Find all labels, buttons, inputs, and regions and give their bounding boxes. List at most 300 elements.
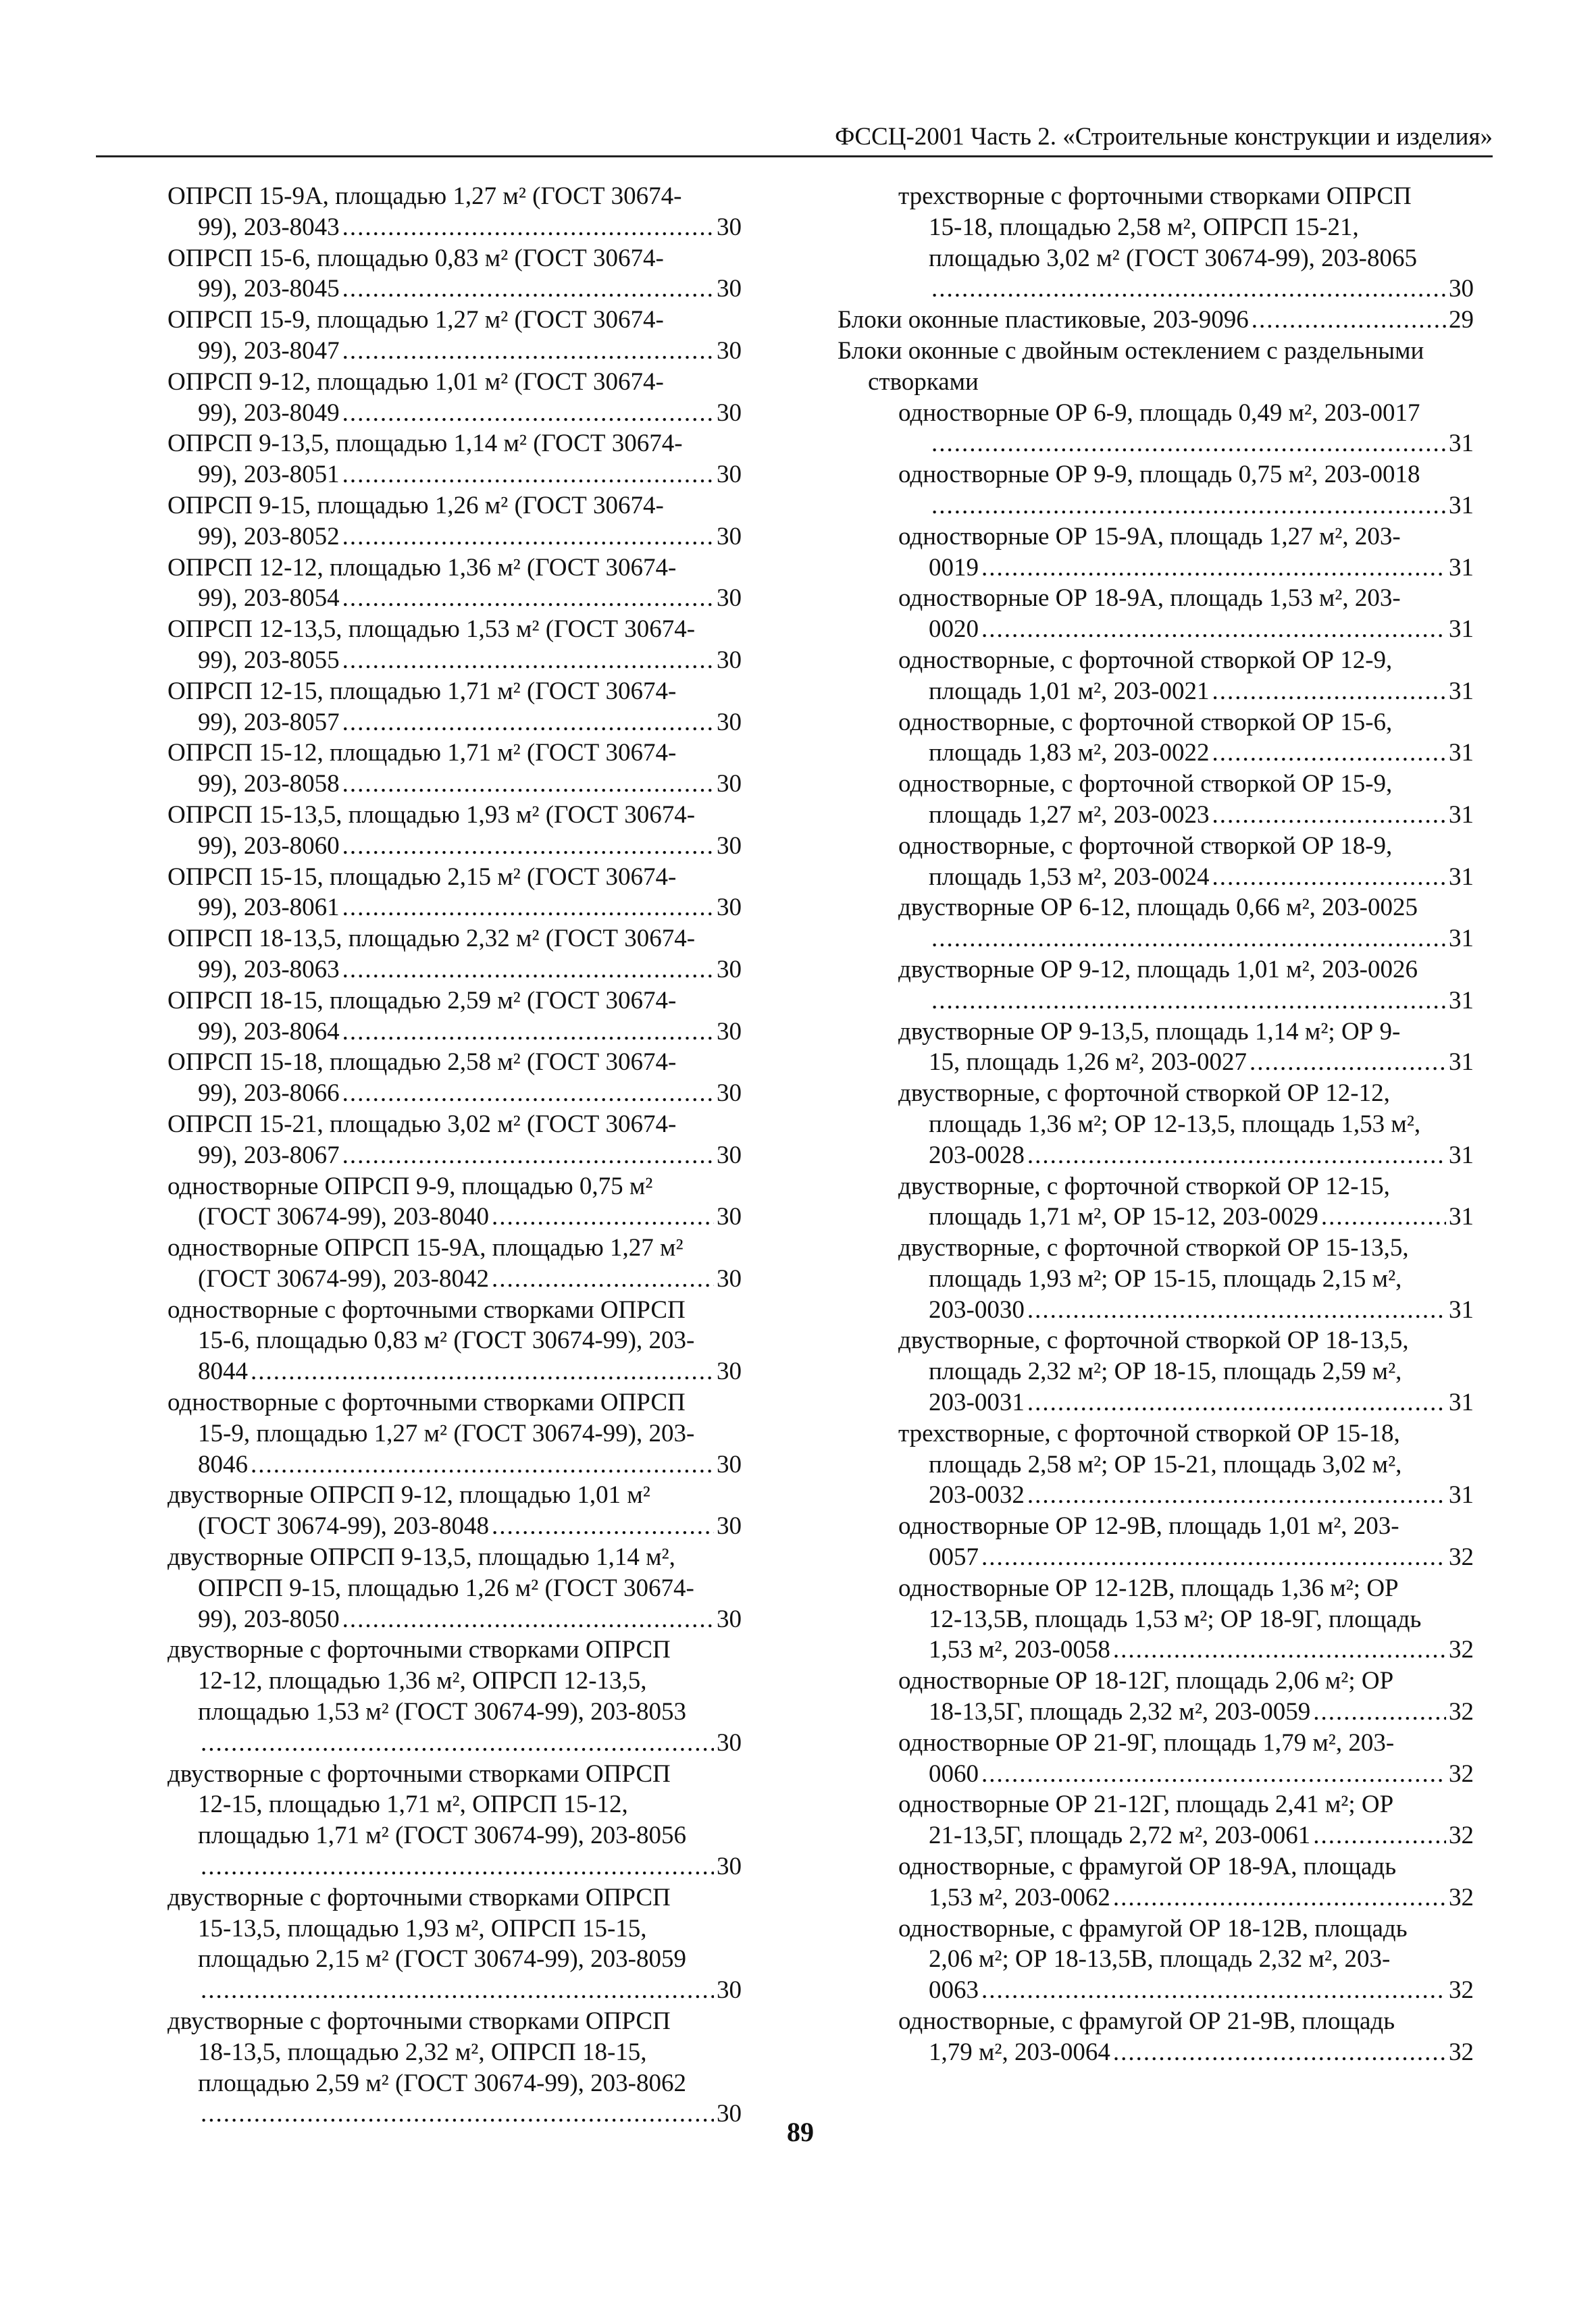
- entry-page-ref: 30: [717, 894, 742, 922]
- index-entry: [168, 1171, 742, 1233]
- index-entry: [838, 583, 1474, 645]
- entry-text: 18-13,5Г, площадь 2,32 м², 203-0059: [929, 1698, 1311, 1726]
- entry-line: одностворные, с фрамугой ОР 21-9В, площадь: [898, 2007, 1395, 2036]
- entry-line: [168, 2099, 742, 2130]
- index-entry: [838, 521, 1474, 584]
- entry-page-ref: 30: [717, 1976, 742, 2005]
- entry-page-ref: 31: [1449, 615, 1474, 644]
- entry-line: ОПРСП 9-15, площадью 1,26 м² (ГОСТ 30674-: [198, 1574, 694, 1602]
- dot-leader: [201, 1975, 714, 2006]
- entry-line: [168, 769, 742, 800]
- dot-leader: [1212, 676, 1446, 707]
- entry-line: [168, 892, 742, 923]
- dot-leader: [1252, 305, 1446, 336]
- entry-line: [838, 305, 1474, 336]
- entry-page-ref: 31: [1449, 1203, 1474, 1231]
- entry-page-ref: 31: [1449, 1295, 1474, 1324]
- entry-text: 99), 203-8061: [198, 894, 340, 922]
- entry-text: площадь 1,01 м², 203-0021: [929, 677, 1210, 705]
- index-entry: [838, 892, 1474, 954]
- dot-leader: [1027, 1140, 1446, 1171]
- index-entry: [168, 367, 742, 429]
- entry-page-ref: 32: [1449, 1759, 1474, 1788]
- entry-line: [838, 1480, 1474, 1511]
- dot-leader: [342, 1604, 714, 1635]
- index-entry: [168, 1882, 742, 2006]
- entry-line: площадь 2,32 м²; ОР 18-15, площадь 2,59 м²,: [929, 1358, 1402, 1386]
- index-entry: [838, 181, 1474, 305]
- entry-line: ОПРСП 15-9А, площадью 1,27 м² (ГОСТ 30674-: [168, 182, 682, 210]
- entry-text: площадь 1,27 м², 203-0023: [929, 800, 1210, 829]
- index-entry: [838, 831, 1474, 893]
- dot-leader: [1113, 2037, 1446, 2068]
- entry-line: [838, 1542, 1474, 1573]
- entry-page-ref: 31: [1449, 800, 1474, 829]
- entry-line: [168, 1975, 742, 2006]
- entry-line: 15-18, площадью 2,58 м², ОПРСП 15-21,: [929, 213, 1359, 241]
- entry-line: [168, 1264, 742, 1295]
- index-entry: [168, 1233, 742, 1295]
- dot-leader: [342, 707, 714, 738]
- header-title: ФССЦ-2001 Часть 2. «Строительные конструкции и изделия»: [835, 123, 1493, 151]
- entry-line: [838, 862, 1474, 893]
- entry-line: одностворные, с форточной створкой ОР 15-6,: [898, 708, 1393, 736]
- index-entry: [838, 1078, 1474, 1171]
- index-entry: [168, 1047, 742, 1109]
- entry-line: одностворные ОПРСП 9-9, площадью 0,75 м²: [168, 1172, 653, 1200]
- dot-leader: [1027, 1295, 1446, 1326]
- entry-line: трехстворные с форточными створками ОПРСП: [898, 182, 1412, 210]
- dot-leader: [1321, 1202, 1446, 1233]
- entry-line: площадью 3,02 м² (ГОСТ 30674-99), 203-8065: [929, 244, 1417, 272]
- entry-line: [168, 1017, 742, 1048]
- dot-leader: [931, 985, 1446, 1017]
- entry-page-ref: 30: [1449, 275, 1474, 303]
- entry-page-ref: 32: [1449, 1636, 1474, 1664]
- index-entry: [168, 614, 742, 676]
- dot-leader: [1027, 1480, 1446, 1511]
- entry-line: [838, 1697, 1474, 1728]
- entry-page-ref: 30: [717, 770, 742, 798]
- dot-leader: [981, 552, 1446, 584]
- entry-text: площадь 1,71 м², ОР 15-12, 203-0029: [929, 1203, 1318, 1231]
- entry-page-ref: 32: [1449, 2038, 1474, 2066]
- entry-line: 15-13,5, площадью 1,93 м², ОПРСП 15-15,: [198, 1914, 647, 1943]
- entry-line: двустворные с форточными створками ОПРСП: [168, 1636, 671, 1664]
- index-entry: [838, 459, 1474, 521]
- entry-page-ref: 30: [717, 831, 742, 860]
- entry-line: [168, 336, 742, 367]
- entry-line: ОПРСП 15-18, площадью 2,58 м² (ГОСТ 30674-: [168, 1048, 677, 1077]
- dot-leader: [1250, 1047, 1446, 1078]
- entry-line: площадью 2,15 м² (ГОСТ 30674-99), 203-8059: [198, 1945, 686, 1974]
- entry-line: одностворные ОР 21-9Г, площадь 1,79 м², 203-: [898, 1728, 1395, 1757]
- dot-leader: [251, 1356, 714, 1387]
- entry-text: 99), 203-8043: [198, 213, 340, 241]
- entry-text: 99), 203-8051: [198, 461, 340, 489]
- entry-page-ref: 30: [717, 646, 742, 674]
- entry-text: 1,53 м², 203-0062: [929, 1883, 1110, 1911]
- entry-page-ref: 30: [717, 1605, 742, 1633]
- entry-line: ОПРСП 15-15, площадью 2,15 м² (ГОСТ 30674-: [168, 863, 677, 891]
- entry-line: одностворные ОР 6-9, площадь 0,49 м², 203-0017: [898, 398, 1420, 427]
- dot-leader: [342, 336, 714, 367]
- entry-page-ref: 31: [1449, 677, 1474, 705]
- dot-leader: [342, 583, 714, 614]
- dot-leader: [342, 274, 714, 305]
- entry-page-ref: 32: [1449, 1698, 1474, 1726]
- entry-text: 99), 203-8066: [198, 1079, 340, 1108]
- entry-text: 21-13,5Г, площадь 2,72 м², 203-0061: [929, 1822, 1311, 1850]
- entry-line: [168, 1202, 742, 1233]
- entry-line: площадью 1,53 м² (ГОСТ 30674-99), 203-8053: [198, 1698, 686, 1726]
- index-entry: [838, 1233, 1474, 1325]
- entry-line: [838, 1140, 1474, 1171]
- running-header: [96, 122, 1493, 157]
- entry-line: одностворные ОР 12-12В, площадь 1,36 м²; ОР: [898, 1574, 1399, 1602]
- index-entry: [838, 305, 1474, 336]
- entry-line: [168, 212, 742, 243]
- index-entry: [168, 1387, 742, 1480]
- index-entry: [838, 1851, 1474, 1913]
- entry-line: двустворные ОР 9-13,5, площадь 1,14 м²; ОР 9-: [898, 1017, 1401, 1046]
- entry-text: 203-0028: [929, 1141, 1025, 1169]
- entry-text: 15, площадь 1,26 м², 203-0027: [929, 1048, 1247, 1077]
- entry-page-ref: 32: [1449, 1543, 1474, 1572]
- dot-leader: [342, 954, 714, 985]
- index-entry: [168, 1480, 742, 1542]
- entry-page-ref: 32: [1449, 1976, 1474, 2005]
- index-entry: [838, 1913, 1474, 2006]
- entry-line: двустворные, с форточной створкой ОР 12-12,: [898, 1079, 1390, 1108]
- entry-line: двустворные с форточными створками ОПРСП: [168, 1883, 671, 1911]
- entry-line: [838, 923, 1474, 954]
- entry-page-ref: 30: [717, 1203, 742, 1231]
- entry-page-ref: 30: [717, 1141, 742, 1169]
- entry-text: 99), 203-8057: [198, 708, 340, 736]
- entry-line: площадь 1,93 м²; ОР 15-15, площадь 2,15 м²,: [929, 1264, 1402, 1293]
- entry-text: (ГОСТ 30674-99), 203-8042: [198, 1264, 489, 1293]
- entry-page-ref: 30: [717, 336, 742, 365]
- entry-line: [838, 1387, 1474, 1418]
- dot-leader: [342, 831, 714, 862]
- entry-line: [168, 398, 742, 429]
- entry-line: площадь 2,58 м²; ОР 15-21, площадь 3,02 м²,: [929, 1450, 1402, 1479]
- entry-line: [838, 2037, 1474, 2068]
- entry-line: [168, 274, 742, 305]
- dot-leader: [342, 521, 714, 552]
- entry-text: 203-0032: [929, 1481, 1025, 1510]
- entry-line: [168, 459, 742, 490]
- index-entry: [168, 243, 742, 305]
- entry-line: [838, 1882, 1474, 1913]
- entry-line: ОПРСП 9-13,5, площадью 1,14 м² (ГОСТ 30674-: [168, 430, 683, 458]
- page-number: 89: [787, 2117, 814, 2147]
- entry-line: [838, 1759, 1474, 1790]
- index-entry: [168, 2006, 742, 2130]
- entry-page-ref: 30: [717, 1264, 742, 1293]
- dot-leader: [981, 614, 1446, 645]
- entry-page-ref: 30: [717, 955, 742, 983]
- entry-page-ref: 29: [1449, 306, 1474, 334]
- entry-page-ref: 32: [1449, 1822, 1474, 1850]
- entry-text: 99), 203-8055: [198, 646, 340, 674]
- entry-line: [168, 583, 742, 614]
- entry-line: одностворные с форточными створками ОПРСП: [168, 1389, 686, 1417]
- entry-page-ref: 30: [717, 1853, 742, 1881]
- dot-leader: [201, 1728, 714, 1759]
- index-entry: [838, 1666, 1474, 1728]
- entry-line: 12-12, площадью 1,36 м², ОПРСП 12-13,5,: [198, 1667, 647, 1695]
- entry-text: 99), 203-8045: [198, 275, 340, 303]
- entry-text: 99), 203-8049: [198, 398, 340, 427]
- entry-line: [168, 1356, 742, 1387]
- index-entry: [168, 428, 742, 490]
- index-entry: [168, 800, 742, 862]
- dot-leader: [981, 1542, 1446, 1573]
- entry-line: 15-9, площадью 1,27 м² (ГОСТ 30674-99), 203-: [198, 1419, 695, 1447]
- entry-text: 0060: [929, 1759, 979, 1788]
- entry-page-ref: 30: [717, 1512, 742, 1541]
- entry-line: [168, 645, 742, 676]
- entry-text: (ГОСТ 30674-99), 203-8048: [198, 1512, 489, 1541]
- entry-page-ref: 31: [1449, 1481, 1474, 1510]
- index-entry: [168, 305, 742, 367]
- entry-line: 12-15, площадью 1,71 м², ОПРСП 15-12,: [198, 1791, 628, 1819]
- entry-line: ОПРСП 18-13,5, площадью 2,32 м² (ГОСТ 30674-: [168, 925, 696, 953]
- dot-leader: [931, 490, 1446, 521]
- index-entry: [838, 2006, 1474, 2068]
- dot-leader: [342, 212, 714, 243]
- dot-leader: [981, 1975, 1446, 2006]
- entry-page-ref: 31: [1449, 1389, 1474, 1417]
- entry-line: одностворные ОР 12-9В, площадь 1,01 м², 203-: [898, 1512, 1399, 1541]
- entry-line: двустворные, с форточной створкой ОР 12-15,: [898, 1172, 1390, 1200]
- dot-leader: [1027, 1387, 1446, 1418]
- index-entry: [168, 1635, 742, 1758]
- entry-line: [838, 428, 1474, 459]
- entry-text: 99), 203-8060: [198, 831, 340, 860]
- index-entry: [838, 1325, 1474, 1418]
- dot-leader: [931, 274, 1446, 305]
- index-entry: [168, 1109, 742, 1171]
- dot-leader: [1113, 1882, 1446, 1913]
- entry-page-ref: 31: [1449, 430, 1474, 458]
- dot-leader: [1113, 1635, 1446, 1666]
- entry-line: [838, 1202, 1474, 1233]
- entry-line: [838, 738, 1474, 769]
- entry-page-ref: 30: [717, 584, 742, 613]
- index-entry: [168, 181, 742, 243]
- dot-leader: [201, 2099, 714, 2130]
- entry-page-ref: 30: [717, 1017, 742, 1046]
- entry-line: одностворные, с форточной створкой ОР 12-9,: [898, 646, 1393, 674]
- entry-page-ref: 30: [717, 1079, 742, 1108]
- index-entry: [168, 738, 742, 800]
- entry-text: 99), 203-8050: [198, 1605, 340, 1633]
- dot-leader: [492, 1511, 714, 1542]
- entry-line: одностворные, с форточной створкой ОР 18-9,: [898, 831, 1393, 860]
- entry-text: площадь 1,53 м², 203-0024: [929, 863, 1210, 891]
- entry-text: 99), 203-8047: [198, 336, 340, 365]
- entry-page-ref: 31: [1449, 553, 1474, 582]
- entry-line: [168, 1604, 742, 1635]
- entry-line: двустворные с форточными створками ОПРСП: [168, 1759, 671, 1788]
- entry-line: [838, 274, 1474, 305]
- dot-leader: [1212, 862, 1446, 893]
- entry-page-ref: 30: [717, 398, 742, 427]
- entry-text: 0019: [929, 553, 979, 582]
- index-column-right: [838, 181, 1474, 2068]
- entry-page-ref: 30: [717, 1450, 742, 1479]
- entry-page-ref: 31: [1449, 986, 1474, 1014]
- entry-line: одностворные ОР 15-9А, площадь 1,27 м², 203-: [898, 522, 1401, 550]
- entry-line: [168, 1851, 742, 1882]
- entry-line: [168, 1449, 742, 1481]
- index-entry: [168, 676, 742, 738]
- entry-text: 8044: [198, 1358, 248, 1386]
- entry-line: [168, 707, 742, 738]
- entry-page-ref: 31: [1449, 1141, 1474, 1169]
- dot-leader: [1212, 738, 1446, 769]
- index-entry: [168, 923, 742, 985]
- entry-line: одностворные ОПРСП 15-9А, площадью 1,27 м²: [168, 1234, 684, 1262]
- entry-page-ref: 30: [717, 213, 742, 241]
- entry-line: площадь 1,36 м²; ОР 12-13,5, площадь 1,53 м²,: [929, 1110, 1421, 1138]
- entry-line: двустворные с форточными створками ОПРСП: [168, 2007, 671, 2036]
- entry-line: [838, 614, 1474, 645]
- entry-line: [168, 1728, 742, 1759]
- entry-text: (ГОСТ 30674-99), 203-8040: [198, 1203, 489, 1231]
- entry-line: ОПРСП 15-12, площадью 1,71 м² (ГОСТ 30674-: [168, 739, 677, 767]
- entry-text: 99), 203-8058: [198, 770, 340, 798]
- entry-line: одностворные, с форточной створкой ОР 15-9,: [898, 770, 1393, 798]
- entry-line: двустворные ОПРСП 9-12, площадью 1,01 м²: [168, 1481, 650, 1510]
- dot-leader: [1212, 800, 1446, 831]
- entry-line: [168, 831, 742, 862]
- entry-line: [838, 1975, 1474, 2006]
- entry-text: 8046: [198, 1450, 248, 1479]
- entry-text: 99), 203-8052: [198, 522, 340, 550]
- entry-line: [838, 676, 1474, 707]
- entry-line: [838, 985, 1474, 1017]
- entry-line: двустворные ОР 6-12, площадь 0,66 м², 203-0025: [898, 894, 1418, 922]
- entry-line: площадью 2,59 м² (ГОСТ 30674-99), 203-8062: [198, 2069, 686, 2097]
- entry-line: двустворные ОПРСП 9-13,5, площадью 1,14 м²,: [168, 1543, 675, 1572]
- entry-text: 99), 203-8054: [198, 584, 340, 613]
- entry-page-ref: 31: [1449, 863, 1474, 891]
- entry-page-ref: 30: [717, 1358, 742, 1386]
- index-entry: [168, 1295, 742, 1387]
- entry-line: двустворные, с форточной створкой ОР 15-13,5,: [898, 1234, 1409, 1262]
- index-entry: [838, 1789, 1474, 1851]
- entry-page-ref: 30: [717, 461, 742, 489]
- entry-line: [168, 1511, 742, 1542]
- index-entry: [838, 1418, 1474, 1511]
- entry-page-ref: 31: [1449, 739, 1474, 767]
- dot-leader: [1313, 1820, 1446, 1851]
- entry-page-ref: 30: [717, 2100, 742, 2128]
- index-entry: [838, 954, 1474, 1017]
- index-entry: [168, 552, 742, 615]
- entry-page-ref: 31: [1449, 491, 1474, 519]
- dot-leader: [492, 1264, 714, 1295]
- dot-leader: [931, 923, 1446, 954]
- dot-leader: [201, 1851, 714, 1882]
- index-entry: [838, 1017, 1474, 1079]
- dot-leader: [492, 1202, 714, 1233]
- entry-line: ОПРСП 12-12, площадью 1,36 м² (ГОСТ 30674-: [168, 553, 677, 582]
- entry-line: ОПРСП 15-13,5, площадью 1,93 м² (ГОСТ 30674-: [168, 800, 696, 829]
- entry-line: ОПРСП 15-6, площадью 0,83 м² (ГОСТ 30674-: [168, 244, 664, 272]
- entry-page-ref: 30: [717, 1728, 742, 1757]
- index-entry: [838, 1171, 1474, 1233]
- entry-line: [838, 1295, 1474, 1326]
- entry-page-ref: 31: [1449, 925, 1474, 953]
- entry-line: трехстворные, с форточной створкой ОР 15-18,: [898, 1419, 1400, 1447]
- entry-text: Блоки оконные пластиковые, 203-9096: [838, 306, 1249, 334]
- entry-line: [838, 490, 1474, 521]
- entry-text: 203-0031: [929, 1389, 1025, 1417]
- dot-leader: [342, 769, 714, 800]
- entry-text: 1,53 м², 203-0058: [929, 1636, 1110, 1664]
- entry-line: ОПРСП 18-15, площадью 2,59 м² (ГОСТ 30674-: [168, 986, 677, 1014]
- entry-line: [168, 1140, 742, 1171]
- entry-page-ref: 30: [717, 522, 742, 550]
- entry-text: 203-0030: [929, 1295, 1025, 1324]
- dot-leader: [931, 428, 1446, 459]
- dot-leader: [251, 1449, 714, 1481]
- index-entry: [838, 645, 1474, 707]
- entry-line: двустворные ОР 9-12, площадь 1,01 м², 203-0026: [898, 955, 1418, 983]
- index-entry: [838, 336, 1474, 398]
- index-entry: [838, 1728, 1474, 1790]
- entry-text: 1,79 м², 203-0064: [929, 2038, 1110, 2066]
- index-entry: [838, 1511, 1474, 1573]
- entry-line: одностворные, с фрамугой ОР 18-12В, площадь: [898, 1914, 1408, 1943]
- entry-line: одностворные, с фрамугой ОР 18-9А, площадь: [898, 1853, 1397, 1881]
- entry-line: 2,06 м²; ОР 18-13,5В, площадь 2,32 м², 203-: [929, 1945, 1391, 1974]
- entry-line: 12-13,5В, площадь 1,53 м²; ОР 18-9Г, площадь: [929, 1605, 1422, 1633]
- index-entry: [168, 1542, 742, 1635]
- entry-line: одностворные ОР 18-12Г, площадь 2,06 м²; ОР: [898, 1667, 1394, 1695]
- entry-line: [168, 521, 742, 552]
- entry-line: 18-13,5, площадью 2,32 м², ОПРСП 18-15,: [198, 2038, 647, 2066]
- dot-leader: [342, 645, 714, 676]
- entry-line: площадью 1,71 м² (ГОСТ 30674-99), 203-8056: [198, 1822, 686, 1850]
- entry-line: ОПРСП 15-9, площадью 1,27 м² (ГОСТ 30674-: [168, 306, 664, 334]
- entry-line: [838, 800, 1474, 831]
- index-entry: [168, 862, 742, 924]
- entry-line: одностворные ОР 21-12Г, площадь 2,41 м²; ОР: [898, 1791, 1394, 1819]
- entry-line: [168, 1078, 742, 1109]
- index-entry: [168, 1759, 742, 1882]
- entry-line: Блоки оконные с двойным остеклением с раздельными: [838, 336, 1424, 365]
- entry-page-ref: 30: [717, 275, 742, 303]
- dot-leader: [981, 1759, 1446, 1790]
- entry-line: ОПРСП 9-12, площадью 1,01 м² (ГОСТ 30674-: [168, 367, 664, 396]
- entry-line: одностворные ОР 9-9, площадь 0,75 м², 203-0018: [898, 461, 1420, 489]
- dot-leader: [342, 398, 714, 429]
- entry-line: ОПРСП 15-21, площадью 3,02 м² (ГОСТ 30674-: [168, 1110, 677, 1138]
- entry-text: 99), 203-8063: [198, 955, 340, 983]
- entry-text: 99), 203-8064: [198, 1017, 340, 1046]
- index-entry: [838, 707, 1474, 769]
- index-entry: [838, 769, 1474, 831]
- dot-leader: [342, 1078, 714, 1109]
- entry-line: одностворные с форточными створками ОПРСП: [168, 1295, 686, 1324]
- entry-line: двустворные, с форточной створкой ОР 18-13,5,: [898, 1327, 1409, 1355]
